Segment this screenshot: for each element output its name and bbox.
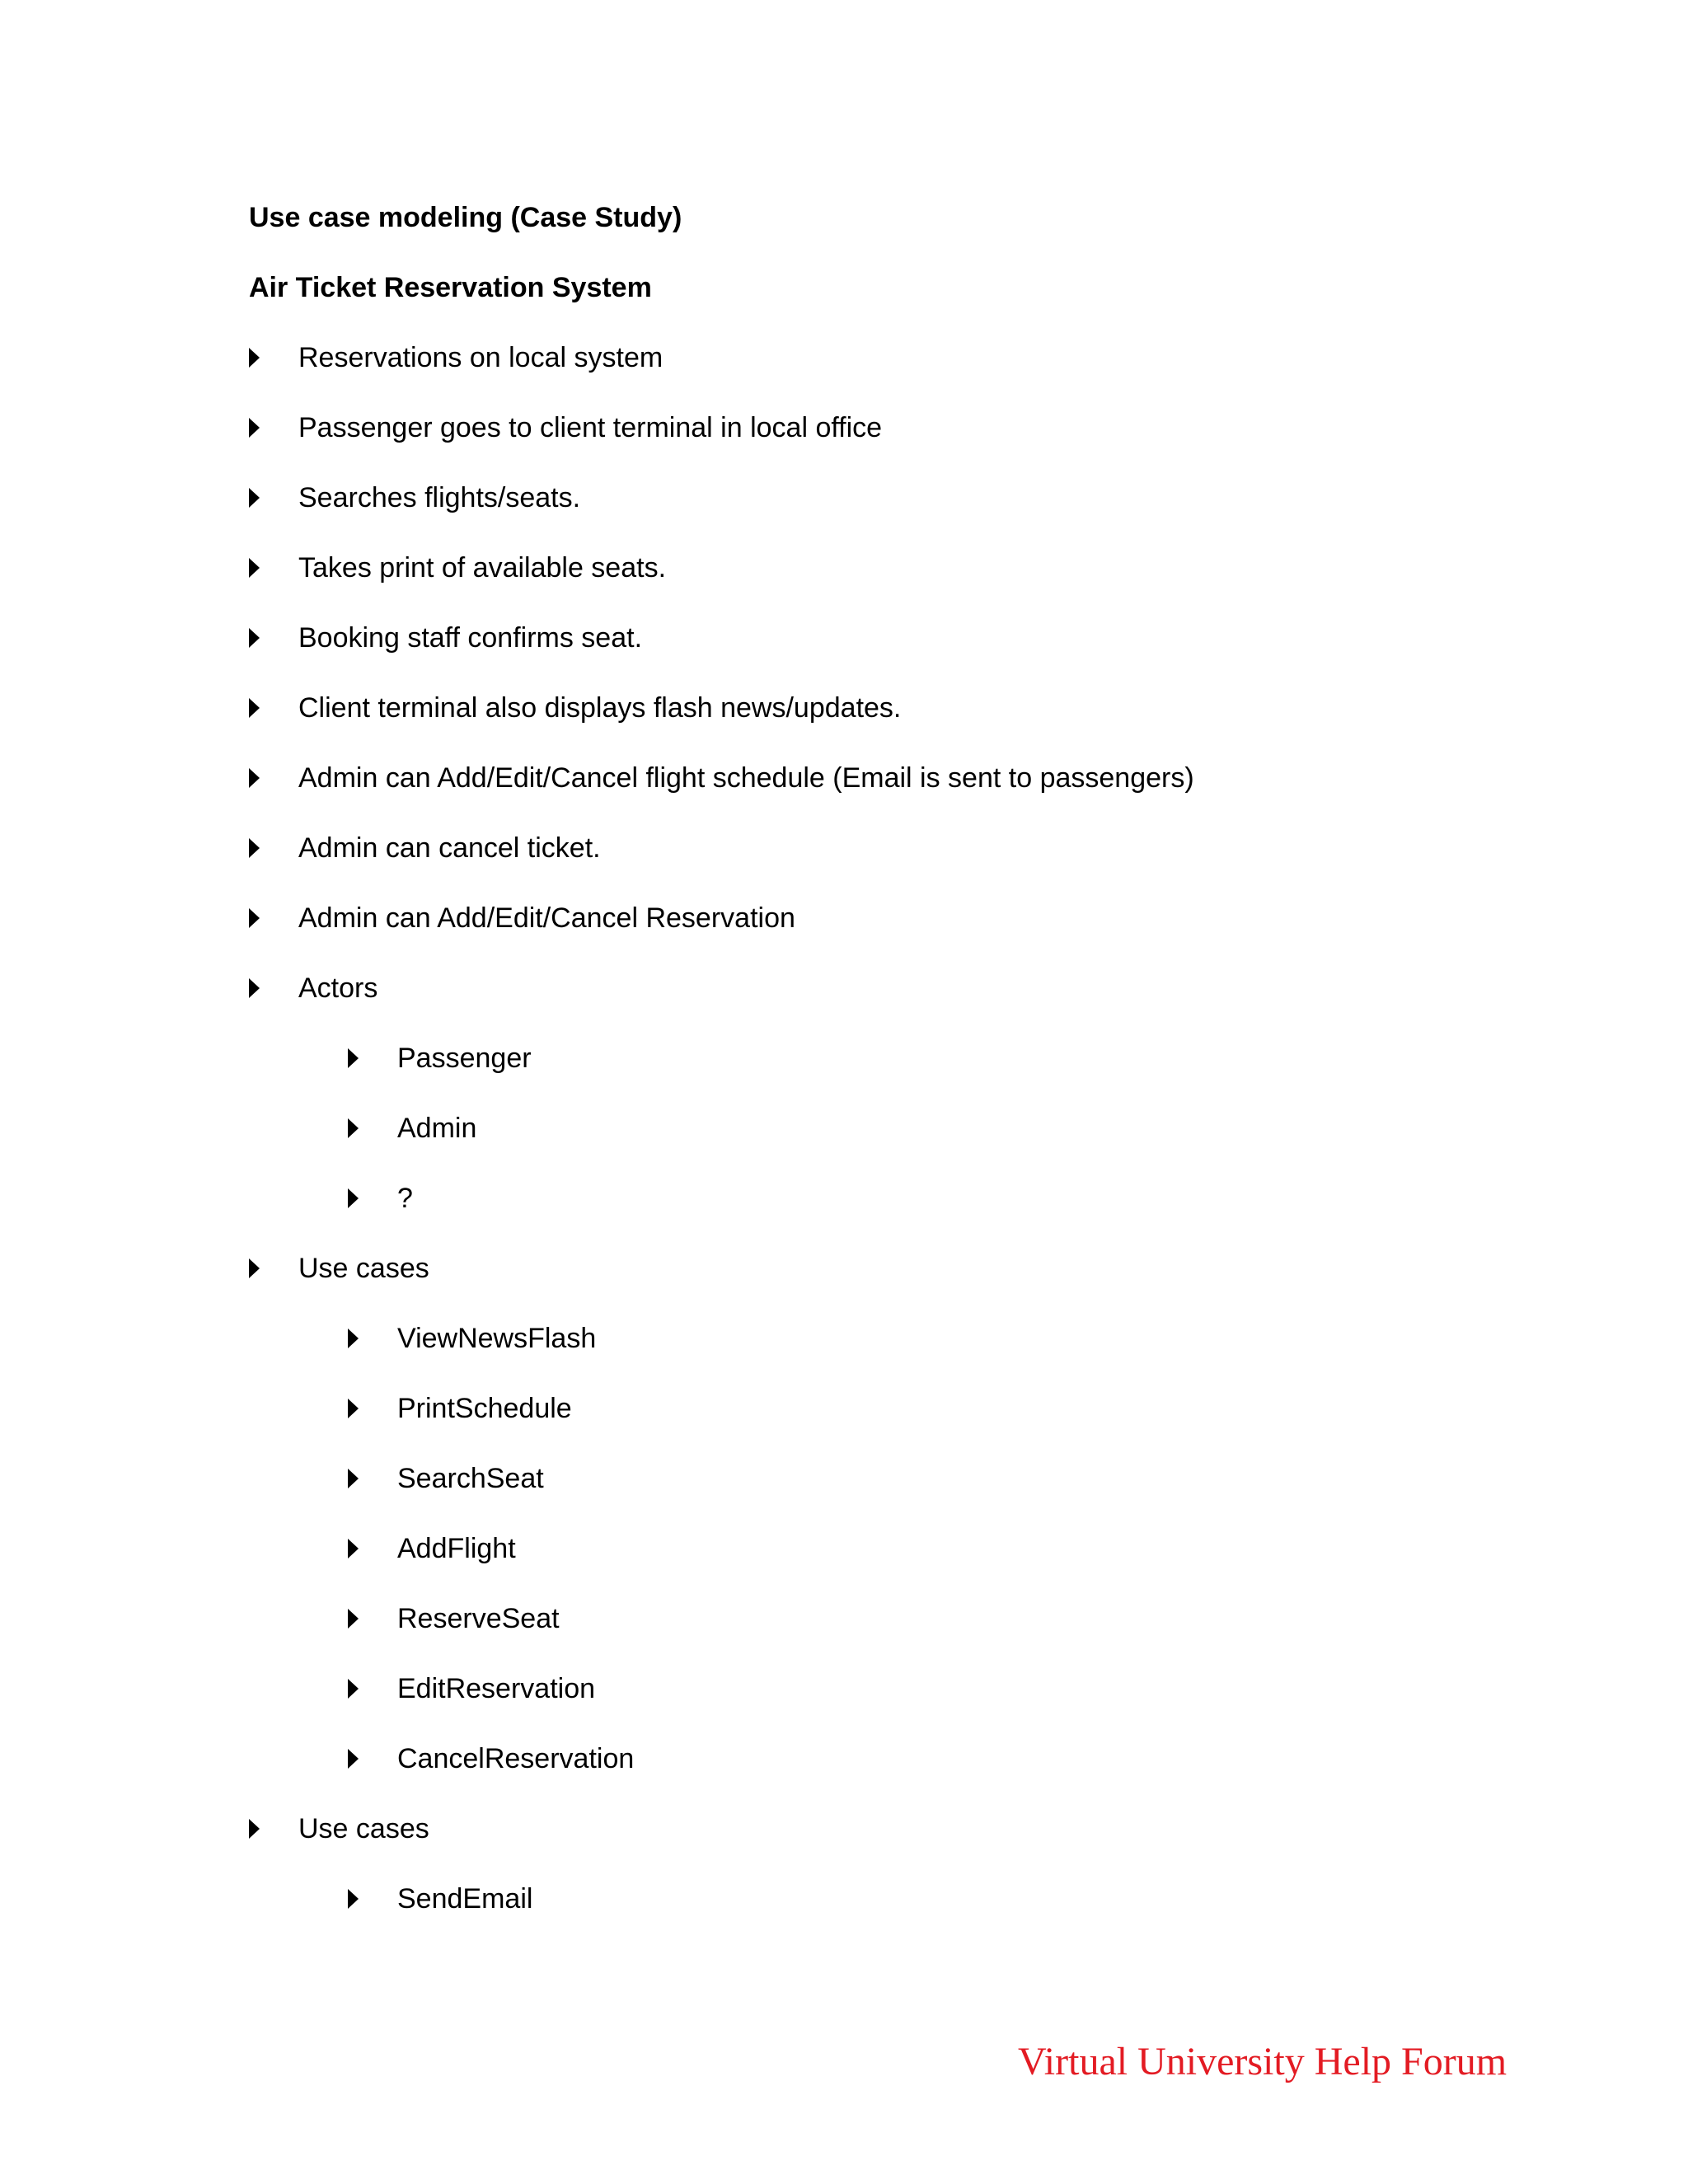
use-case-label: AddFlight [397,1533,516,1564]
triangle-right-icon [249,1258,260,1278]
triangle-right-icon [348,1048,359,1068]
list-item-label: Takes print of available seats. [298,552,667,583]
list-item-label: Passenger goes to client terminal in local office [298,412,883,443]
list-item [249,762,1194,794]
list-item [249,902,795,935]
use-case-label: EditReservation [397,1673,596,1704]
triangle-right-icon [249,838,260,858]
actor-label: Admin [397,1113,477,1144]
sub-list-item-use-case [348,1882,532,1915]
list-item [249,481,580,514]
triangle-right-icon [249,698,260,718]
triangle-right-icon [348,1188,359,1208]
triangle-right-icon [249,768,260,788]
list-item-label: Use cases [298,1813,429,1844]
list-item-label: Reservations on local system [298,342,663,373]
triangle-right-icon [348,1118,359,1138]
triangle-right-icon [348,1889,359,1909]
triangle-right-icon [249,978,260,998]
list-item [249,832,601,865]
triangle-right-icon [249,558,260,578]
sub-list-item-use-case [348,1322,596,1355]
triangle-right-icon [249,628,260,648]
triangle-right-icon [348,1609,359,1629]
triangle-right-icon [249,348,260,368]
list-item [249,341,663,374]
triangle-right-icon [348,1329,359,1348]
list-item [249,411,882,444]
use-case-label: SendEmail [397,1883,533,1915]
list-item-label: Searches flights/seats. [298,482,581,513]
list-item-use-cases [249,1252,429,1285]
document-title: Use case modeling (Case Study) [249,202,682,233]
triangle-right-icon [249,418,260,438]
sub-list-item-use-case [348,1532,516,1565]
sub-list-item-use-case [348,1462,544,1495]
list-item-label: Admin can Add/Edit/Cancel Reservation [298,902,795,934]
actor-label: Passenger [397,1043,532,1074]
list-item [249,551,666,584]
triangle-right-icon [249,1819,260,1839]
sub-list-item-actor [348,1112,476,1145]
triangle-right-icon [348,1399,359,1418]
sub-list-item-use-case [348,1742,634,1775]
sub-list-item-use-case [348,1672,595,1705]
triangle-right-icon [348,1469,359,1488]
use-case-label: PrintSchedule [397,1393,572,1424]
sub-list-item-use-case [348,1602,560,1635]
list-item-use-cases-2 [249,1812,429,1845]
sub-list-item-use-case [348,1392,572,1425]
footer-watermark: Virtual University Help Forum [1018,2040,1507,2083]
use-case-label: CancelReservation [397,1743,635,1774]
list-item-label: Admin can Add/Edit/Cancel flight schedule (Email is sent to passengers) [298,762,1194,794]
list-item-label: Actors [298,972,378,1004]
list-item-label: Admin can cancel ticket. [298,832,601,864]
sub-list-item-actor [348,1182,413,1215]
triangle-right-icon [348,1749,359,1769]
sub-list-item-actor [348,1042,532,1075]
use-case-label: ReserveSeat [397,1603,560,1634]
triangle-right-icon [249,908,260,928]
list-item [249,691,901,724]
list-item-actors [249,972,377,1005]
triangle-right-icon [348,1679,359,1699]
list-item-label: Booking staff confirms seat. [298,622,643,654]
triangle-right-icon [249,488,260,508]
use-case-label: ViewNewsFlash [397,1323,597,1354]
document-subtitle: Air Ticket Reservation System [249,272,652,303]
list-item-label: Client terminal also displays flash news/updates. [298,692,902,724]
triangle-right-icon [348,1539,359,1558]
actor-label: ? [397,1183,413,1214]
list-item-label: Use cases [298,1253,429,1284]
list-item [249,621,642,654]
use-case-label: SearchSeat [397,1463,544,1494]
